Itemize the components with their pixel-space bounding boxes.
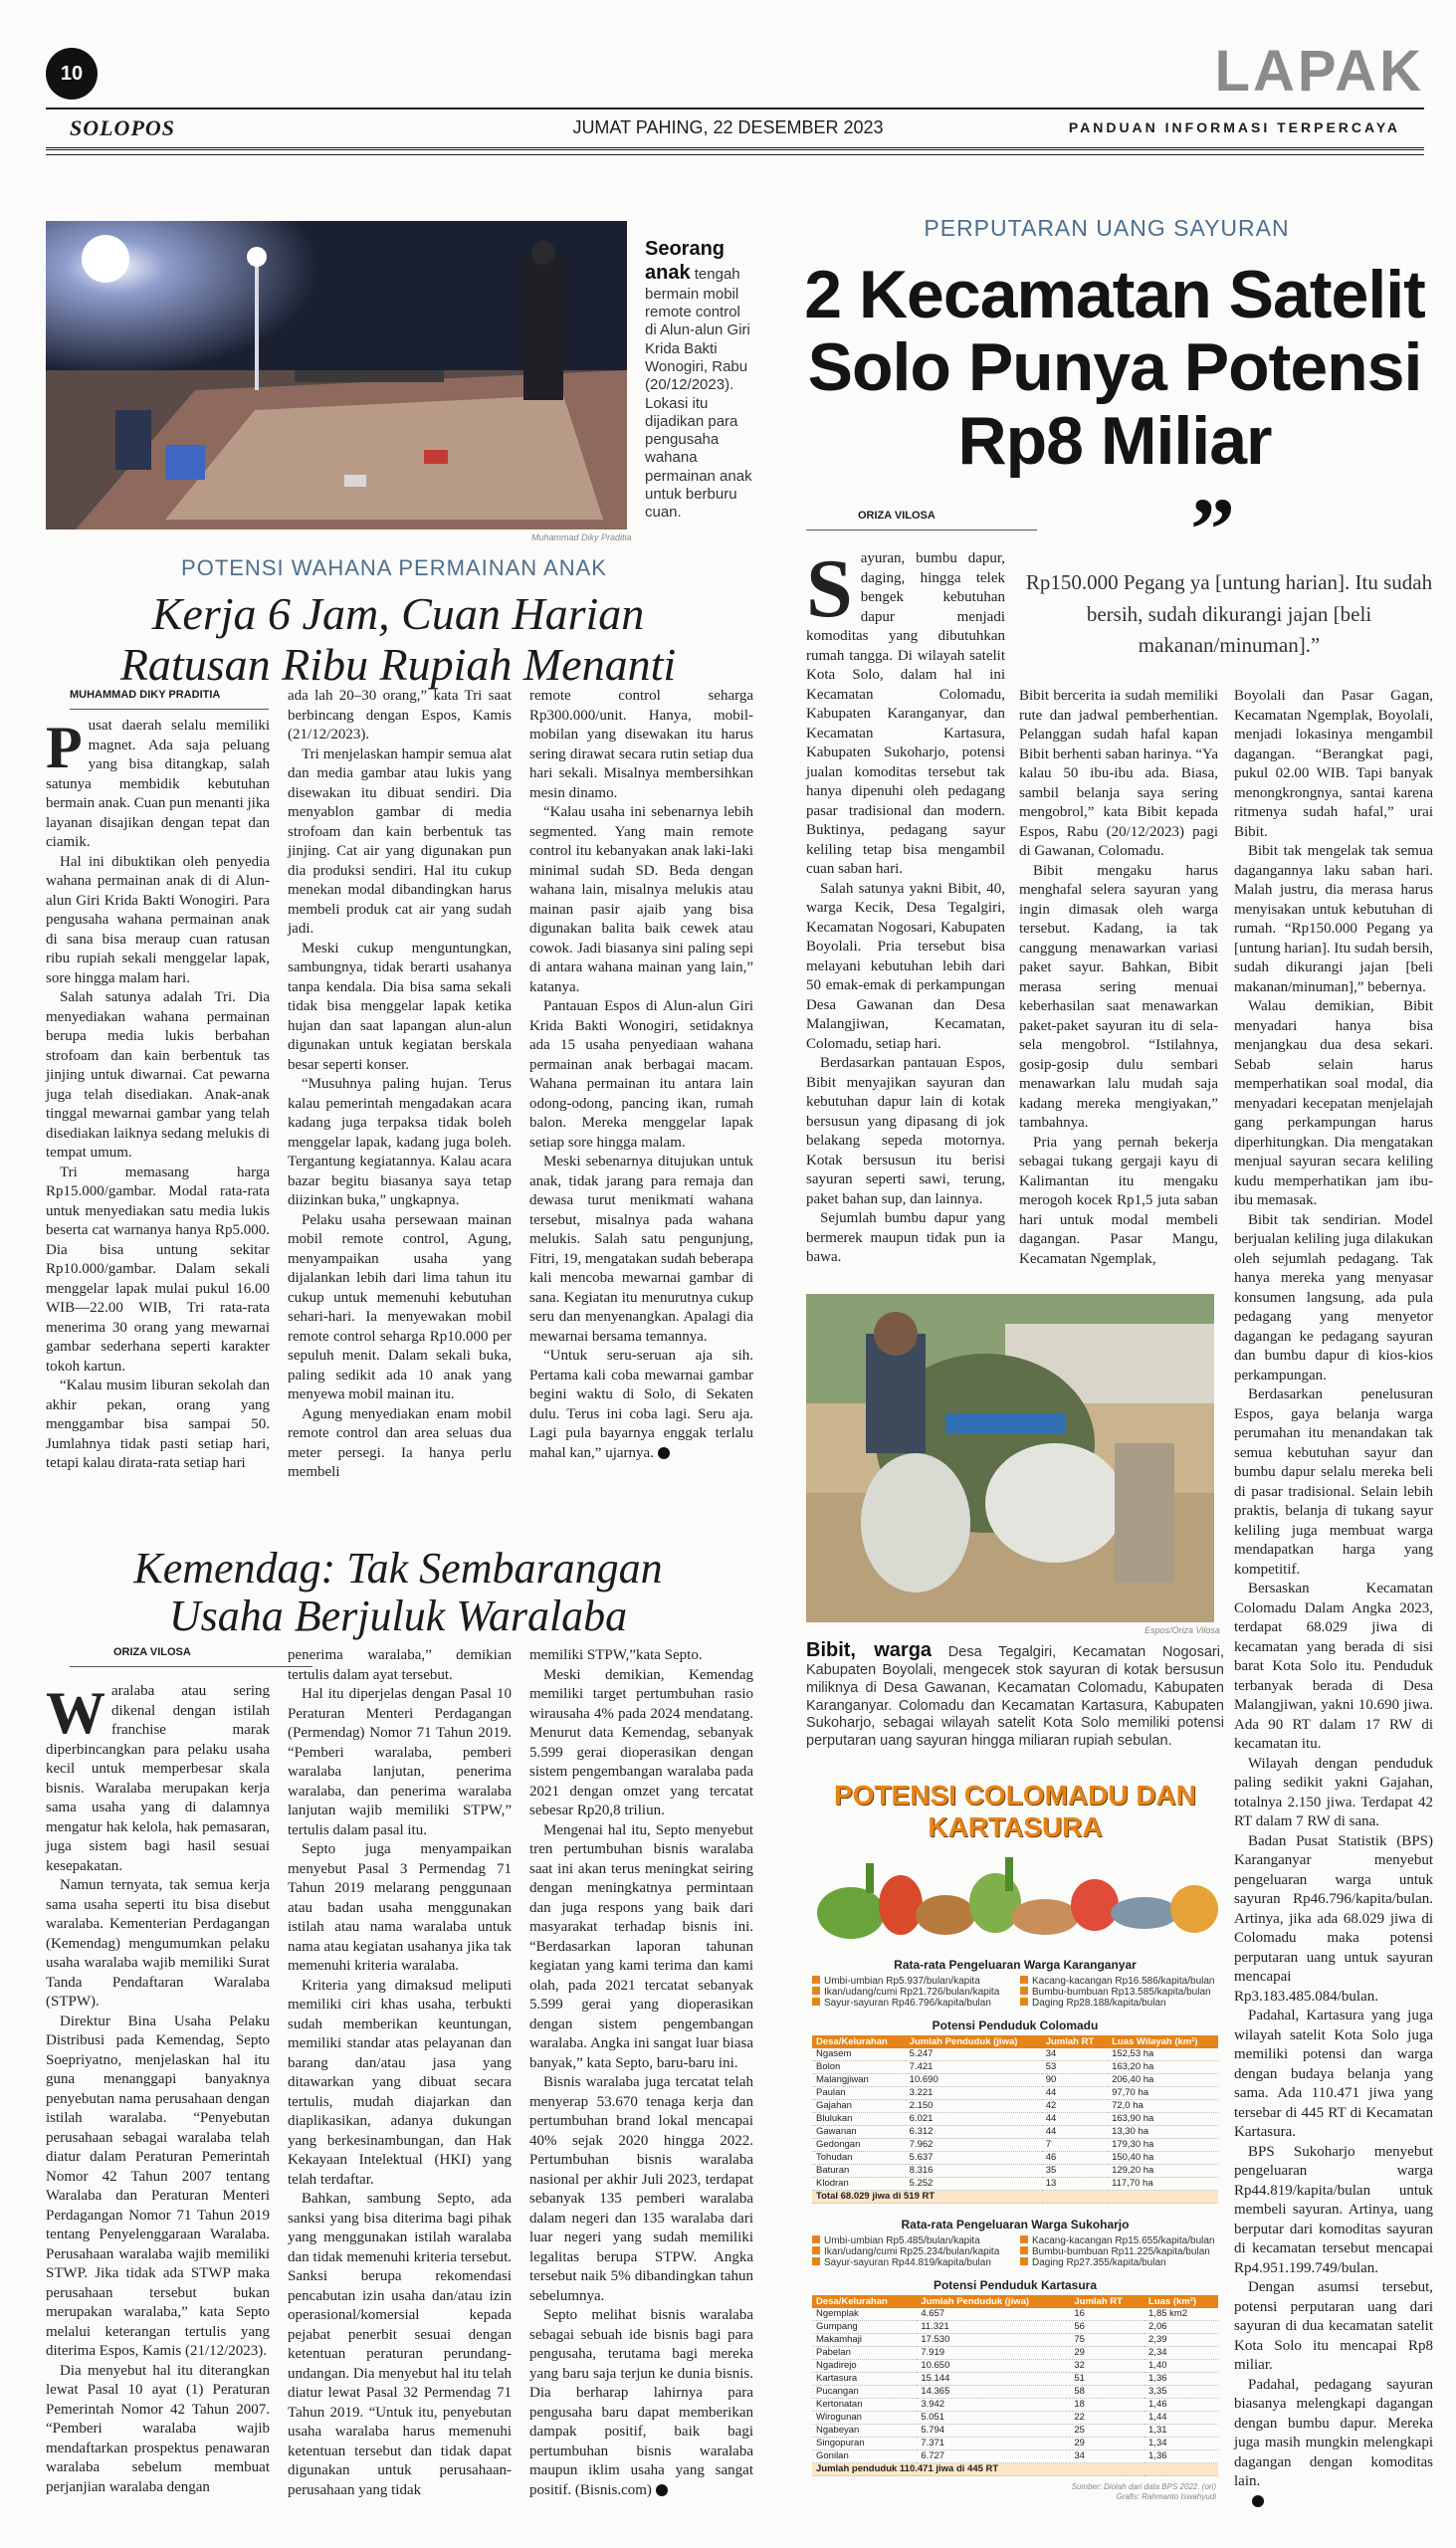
end-mark-icon bbox=[656, 2484, 668, 2496]
table-cell: 22 bbox=[1070, 2412, 1144, 2425]
table-row bbox=[812, 2347, 1218, 2360]
table-cell: Paulan bbox=[812, 2087, 906, 2100]
table-cell: 46 bbox=[1042, 2152, 1108, 2165]
caption-text: Desa Tegalgiri, Kecamatan Nogosari, Kabupaten Boyolali, mengecek stok sayuran di kotak bersusun miliknya di Desa Gawanan, Kecamatan Colomadu, Kabupaten Karanganyar. Colomadu dan Kecamatan Kartasura, Kabupaten Sukoharjo, sebagai wilayah satelit Kota Solo memiliki potensi perputaran uang sayuran hingga miliaran rupiah sebulan. bbox=[806, 1644, 1225, 1750]
spending-item bbox=[812, 1976, 1010, 1987]
story2-paragraph bbox=[1234, 2492, 1433, 2512]
vegetable-seller-photo-image bbox=[806, 1294, 1214, 1622]
story1-paragraph: Hal ini dibuktikan oleh penyedia wahana permainan anak di di Alun-alun Giri Krida Bakti Wonogiri. Para pengusaha wahana permainan anak di sana bisa meraup cuan ratusan ribu rupiah sekali menggelar lapak, sore hingga malam hari. bbox=[46, 853, 270, 986]
table-cell: 179,30 ha bbox=[1108, 2139, 1218, 2152]
story2-paragraph: Sejumlah bumbu dapur yang bermerek maupun tidak pun ia bawa. bbox=[806, 1210, 1005, 1265]
table-row bbox=[812, 2399, 1218, 2412]
story3-paragraph: Septo juga menyampaikan menyebut Pasal 3 Permendag 71 Tahun 2019 melarang penggunaan atau badan usaha menggunakan istilah atau nama waralaba untuk nama atau kegiatan usahanya jika tak memenuhi kriteria waralaba. bbox=[288, 1841, 512, 1974]
table-row bbox=[812, 2048, 1218, 2061]
table-cell: 10.650 bbox=[917, 2360, 1070, 2373]
table-cell: 152,53 ha bbox=[1108, 2048, 1218, 2061]
story1-column-1 bbox=[46, 717, 270, 1474]
table-cell: Blulukan bbox=[812, 2113, 906, 2126]
spending-item bbox=[1020, 2246, 1218, 2257]
table-header: Desa/Kelurahan bbox=[812, 2035, 906, 2048]
table-cell: 5.794 bbox=[917, 2425, 1070, 2438]
table-cell: 13 bbox=[1042, 2178, 1108, 2191]
story1-paragraph: “Musuhnya paling hujan. Terus kalau pemerintah mengadakan acara kadang juga terpaksa tidak boleh menggelar lapak, kadang juga boleh. Tergantung kegiatannya. Kalau acara bazar begitu biasanya saya tetap diizinkan buka,” ungkapnya. bbox=[288, 1076, 512, 1208]
table-cell: Bolon bbox=[812, 2061, 906, 2074]
spending-label: Kacang-kacangan bbox=[1032, 1976, 1113, 1987]
tagline: PANDUAN INFORMASI TERPERCAYA bbox=[1068, 119, 1400, 135]
table-cell: 6.727 bbox=[917, 2450, 1070, 2463]
story1-paragraph: Agung menyediakan enam mobil remote control dan area seluas dua meter persegi. Ia hanya perlu membeli bbox=[288, 1405, 512, 1480]
spending-value: Rp5.485/bulan/kapita bbox=[886, 2235, 980, 2246]
table-cell: 1,85 km2 bbox=[1144, 2308, 1218, 2321]
story1-paragraph: “Kalau musim liburan sekolah dan akhir pekan, orang yang menggambar bisa sampai 50. Jumlahnya tidak pasti setiap hari, tetapi kalau dirata-rata setiap hari bbox=[46, 1378, 270, 1471]
infographic bbox=[806, 1772, 1224, 2501]
story1-paragraph: usat daerah selalu memiliki magnet. Ada saja peluang yang bisa ditangkap, salah satunya membidik kebutuhan bermain anak. Cuan pun menanti jika layanan disajikan dengan tepat dan ciamik. bbox=[46, 718, 270, 850]
dateline: JUMAT PAHING, 22 DESEMBER 2023 bbox=[572, 117, 884, 137]
table-cell: 13,30 ha bbox=[1108, 2126, 1218, 2139]
spending-label: Bumbu-bumbuan bbox=[1032, 1987, 1109, 1998]
table-cell: Klodran bbox=[812, 2178, 906, 2191]
table-cell: 5.252 bbox=[906, 2178, 1042, 2191]
story2-paragraph: Bibit tak mengelak tak semua dagangannya laku saban hari. Malah justru, dia merasa harus menyisakan untuk kebutuhan di rumah. “Rp150.000 Pegang ya [untung harian]. Itu sudah bersih, sudah dikurangi jajan [beli makanan/minuman],” bebernya. bbox=[1234, 843, 1433, 995]
masthead-rule-top bbox=[46, 107, 1424, 109]
newspaper-logo: SOLOPOS bbox=[70, 115, 176, 140]
story1-paragraph: Salah satunya adalah Tri. Dia menyediakan wahana permainan berupa media lukis berbahan strofoam dan kain berbentuk tas jinjing untuk diwarnai. Cat pewarna juga telah disediakan. Anak-anak tinggal mewarnai gambar yang telah disediakan laiknya sedang melukis di tempat umum. bbox=[46, 989, 270, 1161]
table-row bbox=[812, 2386, 1218, 2399]
story3-paragraph: Bisnis waralaba juga tercatat telah menyerap 53.670 tenaga kerja dan pertumbuhan brand lokal mencapai 40% sejak 2020 hingga 2022. Pertumbuhan bisnis waralaba nasional per akhir Juli 2023, terdapat sebanyak 135 pemberi waralaba dalam negeri dan 135 waralaba dari luar negeri yang sudah memiliki legalitas berupa STPW. Angka tersebut naik 5% dibandingkan tahun sebelumnya. bbox=[529, 2074, 753, 2304]
story2-paragraph: ayuran, bumbu dapur, daging, hingga telek bengek kebutuhan dapur menjadi komoditas yang dibutuhkan rumah tangga. Di wilayah satelit Kota Solo, dalam hal ini Kecamatan Colomadu, Kabupaten Karanganyar, dan Kecamatan Kartasura, Kabupaten Sukoharjo, potensi jualan komoditas tersebut tak hanya dipenuhi oleh pedagang pasar tradisional dan modern. Buktinya, pedagang sayur keliling tetap bisa mengambil cuan saban hari. bbox=[806, 550, 1005, 877]
story2-paragraph: Berdasarkan pantauan Espos, Bibit menyajikan sayuran dan kebutuhan dapur lain di kotak bersusun yang dipasang di jok belakang sepeda motornya. Kotak bersusun itu berisi sayuran seperti sawi, terung, paket bahan sup, dan lainnya. bbox=[806, 1055, 1005, 1207]
table-cell: Kartasura bbox=[812, 2373, 917, 2386]
story2-paragraph: Pria yang pernah bekerja sebagai tukang gergaji kayu di Kalimantan itu mengaku merogoh kocek Rp1,5 juta saban hari untuk modal membeli dagangan. Pasar Mangu, Kecamatan Ngemplak, bbox=[1019, 1134, 1218, 1267]
spending-item bbox=[812, 1998, 1010, 2009]
story2-paragraph: Berdasarkan penelusuran Espos, gaya belanja warga perumahan itu menandakan tak semua kebutuhan sayur dan bumbu dapur selalu mereka beli di pasar tradisional. Selain lebih praktis, belanja di tukang sayur keliling juga membuat warga mendapatkan harga yang kompetitif. bbox=[1234, 1386, 1433, 1578]
quote-mark-icon: ” bbox=[1190, 481, 1235, 579]
bullet-icon bbox=[1020, 2257, 1028, 2265]
table-row bbox=[812, 2139, 1218, 2152]
table-cell: 97,70 ha bbox=[1108, 2087, 1218, 2100]
bullet-icon bbox=[812, 2257, 820, 2265]
story3-last-paragraph: Septo melihat bisnis waralaba sebagai sebuah ide bisnis bagi para pengusaha, terutama bagi mereka yang baru saja terjun ke dunia bisnis. Dia berharap lahirnya para pengusaha baru dapat memberikan dampak positif, baik bagi pertumbuhan bisnis waralaba maupun iklim usaha yang sangat positif. (Bisnis.com) bbox=[529, 2307, 753, 2498]
table-cell: 3,35 bbox=[1144, 2386, 1218, 2399]
story1-paragraph: Meski sebenarnya ditujukan untuk anak, tidak jarang para remaja dan dewasa turut menikmati wahana tersebut, misalnya pada wahana melukis. Salah satu pengunjung, Fitri, 19, mengatakan sudah beberapa kali mencoba mewarnai gambar di sana. Kegiatan itu menurutnya cukup seru dan menyenangkan. Apalagi dia mewarnai bersama temannya. bbox=[529, 1154, 753, 1345]
story1-paragraph: Meski cukup menguntungkan, sambungnya, tidak berarti usahanya tanpa kendala. Dia bisa sama sekali tidak bisa menggelar lapak ketika hujan dan saat lapangan alun-alun digunakan untuk kegiatan berskala besar seperti konser. bbox=[288, 940, 512, 1073]
table-row bbox=[812, 2100, 1218, 2113]
playground-photo-credit: Muhammad Diky Praditia bbox=[531, 532, 632, 542]
kartasura-population-table bbox=[812, 2295, 1218, 2476]
infographic-title: POTENSI COLOMADU DAN KARTASURA bbox=[834, 1780, 1196, 1842]
table-row bbox=[812, 2373, 1218, 2386]
table-cell: 29 bbox=[1070, 2438, 1144, 2450]
story2-paragraph: Padahal, pedagang sayuran biasanya melengkapi dagangan dengan bumbu dapur. Mereka juga masih mungkin melengkapi dagangan dengan komoditas lain. bbox=[1234, 2376, 1433, 2489]
table-cell: 90 bbox=[1042, 2074, 1108, 2087]
story1-paragraph bbox=[529, 1347, 753, 1463]
story2-byline: ORIZA VILOSA bbox=[806, 510, 1037, 531]
story1-paragraph: Tri memasang harga Rp15.000/gambar. Modal rata-rata untuk menyediakan satu media lukis beserta cat warnanya hanya Rp5.000. Dia bisa untung sekitar Rp10.000/gambar. Dalam sekali menggelar lapak mulai pukul 16.00 WIB—22.00 WIB, Tri rata-rata menerima 30 orang yang mewarnai gambar sederhana seperti karakter tokoh kartun. bbox=[46, 1164, 270, 1375]
table-cell: 10.690 bbox=[906, 2074, 1042, 2087]
table-cell: 163,90 ha bbox=[1108, 2113, 1218, 2126]
spending-label: Umbi-umbian bbox=[824, 1976, 884, 1987]
table-cell: 6.021 bbox=[906, 2113, 1042, 2126]
vegetable-photo-caption bbox=[806, 1638, 1224, 1751]
story2-column-1 bbox=[806, 542, 1005, 1268]
story1-last-paragraph: “Untuk seru-seruan aja sih. Pertama kali coba mewarnai gambar begini waktu di Solo, di Sekaten dulu. Terus ini coba lagi. Seru aja. Lagi pula bayarnya enggak terlalu mahal kan,” ujarnya. bbox=[529, 1348, 753, 1461]
table-cell: Malangjiwan bbox=[812, 2074, 906, 2087]
spending-value: Rp46.796/kapita/bulan bbox=[891, 1998, 991, 2009]
table-cell: 16 bbox=[1070, 2308, 1144, 2321]
playground-photo-image bbox=[46, 221, 627, 530]
story2-paragraph: Wilayah dengan penduduk paling sedikit yakni Gajahan, totalnya 2.150 jiwa. Terdapat 42 RT dalam 7 RW di sana. bbox=[1234, 1755, 1433, 1829]
story2-column-3 bbox=[1234, 687, 1433, 2511]
story3-paragraph bbox=[529, 2306, 753, 2500]
table-cell: 7.962 bbox=[906, 2139, 1042, 2152]
story3-paragraph: Bahkan, sambung Septo, ada sanksi yang bisa diterima bagi pihak yang menggunakan istilah waralaba dan tidak memenuhi kriteria tersebut. Sanksi berupa rekomendasi pencabutan izin usaha dan/atau izin operasional/komersial kepada pejabat penerbit sesuai dengan ketentuan peraturan perundang-undangan. Dia menyebut hal itu telah diatur lewat Pasal 32 Permendag 71 Tahun 2019. “Untuk itu, penyebutan usaha waralaba harus memenuhi ketentuan tersebut dan tidak dapat digunakan untuk perusahaan-perusahaan yang tidak bbox=[288, 2191, 512, 2498]
bullet-icon bbox=[812, 2246, 820, 2254]
table-cell: 8.316 bbox=[906, 2165, 1042, 2178]
caption-lead: Bibit, warga bbox=[806, 1639, 933, 1661]
table-cell: 129,20 ha bbox=[1108, 2165, 1218, 2178]
story3-column-2 bbox=[288, 1646, 512, 2500]
spending-item bbox=[1020, 1976, 1218, 1987]
spending-item bbox=[1020, 1998, 1218, 2009]
table-cell: 58 bbox=[1070, 2386, 1144, 2399]
sukoharjo-spending-list bbox=[812, 2235, 1218, 2268]
story1-column-2 bbox=[288, 687, 512, 1483]
table-cell: Baturan bbox=[812, 2165, 906, 2178]
table-cell: 5.051 bbox=[917, 2412, 1070, 2425]
bullet-icon bbox=[812, 1976, 820, 1984]
table-cell: 25 bbox=[1070, 2425, 1144, 2438]
spending-item bbox=[1020, 1987, 1218, 1998]
spending-label: Sayur-sayuran bbox=[824, 1998, 890, 2009]
story3-paragraph: Meski demikian, Kemendag memiliki target pertumbuhan rasio wirausaha 4% pada 2024 mendatang. Menurut data Kemendag, sebanyak 5.599 gerai dioperasikan dengan sistem pengembangan waralaba pada 2021 dengan omzet yang tercatat sebesar Rp20,8 triliun. bbox=[529, 1666, 753, 1818]
bullet-icon bbox=[1020, 1987, 1028, 1995]
table-cell: 1,36 bbox=[1144, 2450, 1218, 2463]
bullet-icon bbox=[812, 1998, 820, 2006]
story2-column-2 bbox=[1019, 687, 1218, 1269]
table-cell: Kertonatan bbox=[812, 2399, 917, 2412]
table-header: Jumlah Penduduk (jiwa) bbox=[906, 2035, 1042, 2048]
table-cell: 2,06 bbox=[1144, 2321, 1218, 2334]
story2-kicker: PERPUTARAN UANG SAYURAN bbox=[924, 215, 1290, 241]
table-header: Jumlah Penduduk (jiwa) bbox=[917, 2295, 1070, 2308]
table-cell: 7 bbox=[1042, 2139, 1108, 2152]
table-cell: Makamhaji bbox=[812, 2334, 917, 2347]
story3-paragraph: aralaba atau sering dikenal dengan istilah franchise marak diperbincangkan para pelaku usaha kecil untuk memperbesar skala bisnis. Waralaba merupakan kerja sama usaha yang di dalamnya mengatur hak kelola, hak pemasaran, juga sistem bagi hasil sesuai kesepakatan. bbox=[46, 1683, 270, 1874]
table-cell: 3.942 bbox=[917, 2399, 1070, 2412]
section-title: LAPAK bbox=[1214, 39, 1424, 104]
table-row bbox=[812, 2061, 1218, 2074]
table-cell: 17.530 bbox=[917, 2334, 1070, 2347]
story3-paragraph: Namun ternyata, tak semua kerja sama usaha seperti itu bisa disebut waralaba. Kementerian Perdagangan (Kemendag) mengumumkan pelaku usaha waralaba wajib memiliki Surat Tanda Pendaftaran Waralaba (STPW). bbox=[46, 1877, 270, 2010]
story2-paragraph: Bersaskan Kecamatan Colomadu Dalam Angka 2023, terdapat 68.029 jiwa di kecamatan yang berada di sisi barat Kota Solo itu. Penduduk terbanyak berada di Desa Malangjiwan, yakni 10.690 jiwa. Ada 90 RT dalam 17 RW di kecamatan itu. bbox=[1234, 1581, 1433, 1752]
story1-paragraph: ada lah 20–30 orang,” kata Tri saat berbincang dengan Espos, Kamis (21/12/2023). bbox=[288, 688, 512, 743]
sukoharjo-spending-title: Rata-rata Pengeluaran Warga Sukoharjo bbox=[901, 2218, 1130, 2231]
story2-paragraph: Dengan asumsi tersebut, potensi perputaran uang dari sayuran di dua kecamatan satelit Kota Solo itu mencapai Rp8 miliar. bbox=[1234, 2279, 1433, 2373]
story1-paragraph: Pelaku usaha persewaan mainan mobil remote control, Agung, menyampaikan usaha yang dijalankan lebih dari lima tahun itu cukup untuk memenuhi kebutuhan sehari-hari. Ia menyewakan mobil remote control seharga Rp10.000 per sepuluh menit. Dalam sekali buka, paling sedikit ada 10 anak yang menyewa mobil mainan itu. bbox=[288, 1211, 512, 1402]
story2-paragraph: Salah satunya yakni Bibit, 40, warga Kecik, Desa Tegalgiri, Kecamatan Nogosari, Kabupaten Boyolali. Pria tersebut bisa melayani kebutuhan lebih dari 50 emak-emak di perkampungan Desa Gawanan dan Desa Malangjiwan, Kecamatan, Colomadu, setiap hari. bbox=[806, 880, 1005, 1052]
table-row bbox=[812, 2360, 1218, 2373]
story3-paragraph: Dia menyebut hal itu diterangkan lewat Pasal 10 ayat (1) Peraturan Pemerintah Nomor 42 Tahun 2007. “Pemberi waralaba wajib mendaftarkan prospektus penawaran waralaba sebelum membuat perjanjian waralaba dengan bbox=[46, 2362, 270, 2495]
story1-paragraph: remote control seharga Rp300.000/unit. Hanya, mobil-mobilan yang disewakan itu harus sering dirawat secara rutin setiap dua hari sekali. Misalnya membersihkan mesin dinamo. bbox=[529, 688, 753, 801]
vegetable-seller-photo bbox=[806, 1294, 1214, 1622]
table-cell: 2,34 bbox=[1144, 2347, 1218, 2360]
spending-item bbox=[812, 1987, 1010, 1998]
story3-paragraph: Hal itu diperjelas dengan Pasal 10 Peraturan Menteri Perdagangan (Permendag) Nomor 71 Tahun 2019. “Pemberi waralaba, pemberi waralaba lanjutan, penerima waralaba, dan penerima waralaba lanjutan wajib memiliki STPW,” tertulis dalam pasal itu. bbox=[288, 1686, 512, 1838]
caption-lead: Seorang anak bbox=[645, 238, 726, 285]
table-cell: 53 bbox=[1042, 2061, 1108, 2074]
bullet-icon bbox=[1020, 1976, 1028, 1984]
table-row bbox=[812, 2152, 1218, 2165]
story3-paragraph: Direktur Bina Usaha Pelaku Distribusi pada Kemendag, Septo Soepriyatno, menjelaskan hal itu guna menanggapi banyaknya penyebutan nama perusahaan dengan istilah waralaba. “Penyebutan perusahaan sebagai waralaba telah diatur dalam Peraturan Pemerintah Nomor 42 Tahun 2007 tentang Waralaba dan Peraturan Menteri Perdagangan Nomor 71 Tahun 2019 tentang Penyelenggaraan Waralaba. Perusahaan waralaba wajib memiliki STWP. Jika tidak ada STWP maka perusahaan tersebut bukan merupakan waralaba,” kata Septo melalui keterangan tertulis yang diterima Espos, Kamis (21/12/2023). bbox=[46, 2013, 270, 2359]
story2-paragraph: Bibit mengaku harus menghafal selera sayuran yang ingin dimasak oleh warga tersebut. Kadang, ia tak canggung menawarkan variasi paket sayur. Bahkan, Bibit merasa sering menuai keberhasilan saat menawarkan paket-paket sayuran itu di sela-sela mengobrol. “Istilahnya, gosip-gosip dulu sembari menawarkan lalu mudah saja kadang mereka mengiyakan,” tambahnya. bbox=[1019, 862, 1218, 1131]
table-cell: Ngasem bbox=[812, 2048, 906, 2061]
table-cell: 44 bbox=[1042, 2126, 1108, 2139]
bullet-icon bbox=[812, 1987, 820, 1995]
table-cell: Gajahan bbox=[812, 2100, 906, 2113]
table-cell: Ngemplak bbox=[812, 2308, 917, 2321]
karanganyar-spending-title: Rata-rata Pengeluaran Warga Karanganyar bbox=[894, 1958, 1137, 1972]
story3-paragraph: Mengenai hal itu, Septo menyebut tren pertumbuhan bisnis waralaba saat ini akan terus meningkat seiring dengan meningkatnya permintaan dan juga respons yang baik dari masyarakat terhadap bisnis ini. “Berdasarkan laporan tahunan kegiatan yang kami terima dan kami olah, pada 2021 tercatat sebanyak 5.599 gerai yang dioperasikan dengan sistem pengembangan waralaba. Angka ini sangat luar biasa banyak,” kata Septo, baru-baru ini. bbox=[529, 1821, 753, 2071]
table-cell: 163,20 ha bbox=[1108, 2061, 1218, 2074]
end-mark-icon bbox=[1252, 2495, 1264, 2507]
table-header: Luas (km²) bbox=[1144, 2295, 1218, 2308]
table-row bbox=[812, 2438, 1218, 2450]
table-cell: 18 bbox=[1070, 2399, 1144, 2412]
spending-value: Rp15.655/kapita/bulan bbox=[1115, 2235, 1215, 2246]
table-row bbox=[812, 2412, 1218, 2425]
table-row bbox=[812, 2074, 1218, 2087]
colomadu-population-table bbox=[812, 2035, 1218, 2204]
table-cell: 117,70 ha bbox=[1108, 2178, 1218, 2191]
story3-headline: Kemendag: Tak Sembarangan Usaha Berjuluk Waralaba bbox=[133, 1544, 663, 1641]
table-row bbox=[812, 2087, 1218, 2100]
spending-value: Rp13.585/kapita/bulan bbox=[1111, 1987, 1211, 1998]
spending-value: Rp21.726/bulan/kapita bbox=[900, 1987, 1000, 1998]
table-cell: 34 bbox=[1042, 2048, 1108, 2061]
table-cell: 206,40 ha bbox=[1108, 2074, 1218, 2087]
masthead-rule-bottom bbox=[46, 147, 1424, 155]
table-cell: 56 bbox=[1070, 2321, 1144, 2334]
bullet-icon bbox=[1020, 1998, 1028, 2006]
caption-text: tengah bermain mobil remote control di Alun-alun Giri Krida Bakti Wonogiri, Rabu (20/12/2023). Lokasi itu dijadikan para pengusaha wahana permainan anak untuk berburu cuan. bbox=[645, 266, 752, 522]
colomadu-total: Total 68.029 jiwa di 519 RT bbox=[812, 2191, 1218, 2204]
table-cell: 11.321 bbox=[917, 2321, 1070, 2334]
story2-paragraph: BPS Sukoharjo menyebut pengeluaran warga Rp44.819/kapita/bulan untuk membeli sayuran. Artinya, uang berputar dari komoditas sayuran di kecamatan tersebut mencapai Rp4.951.199.749/bulan. bbox=[1234, 2143, 1433, 2276]
story3-column-1 bbox=[46, 1682, 270, 2497]
table-cell: 42 bbox=[1042, 2100, 1108, 2113]
table-cell: 32 bbox=[1070, 2360, 1144, 2373]
spending-item bbox=[1020, 2257, 1218, 2268]
spending-item bbox=[812, 2235, 1010, 2246]
story1-column-3 bbox=[529, 687, 753, 1463]
spending-label: Ikan/udang/cumi bbox=[824, 2246, 898, 2257]
table-cell: 75 bbox=[1070, 2334, 1144, 2347]
spending-item bbox=[1020, 2235, 1218, 2246]
table-row bbox=[812, 2308, 1218, 2321]
story2-paragraph: Walau demikian, Bibit menyadari hanya bisa menjangkau dua desa sekari. Sebab selain harus memperhatikan soal modal, dia menyadari kecepatan menjelajah gang perkampungan harus diperhitungkan. Dia mengatakan menjual sayuran secara keliling kudu memperhatikan jam ibu-ibu memasak. bbox=[1234, 998, 1433, 1208]
table-cell: 72,0 ha bbox=[1108, 2100, 1218, 2113]
colomadu-table-title: Potensi Penduduk Colomadu bbox=[932, 2018, 1099, 2032]
spending-item bbox=[812, 2257, 1010, 2268]
infographic-graphic-credit: Grafis: Rahmanto Iswahyudi bbox=[1116, 2492, 1216, 2501]
story1-kicker: POTENSI WAHANA PERMAINAN ANAK bbox=[181, 555, 607, 580]
story3-byline: ORIZA VILOSA bbox=[70, 1646, 312, 1667]
table-cell: 1,46 bbox=[1144, 2399, 1218, 2412]
spending-label: Sayur-sayuran bbox=[824, 2257, 890, 2268]
spending-label: Bumbu-bumbuan bbox=[1032, 2246, 1109, 2257]
table-cell: Wirogunan bbox=[812, 2412, 917, 2425]
spending-label: Daging bbox=[1032, 1998, 1064, 2009]
table-cell: 2.150 bbox=[906, 2100, 1042, 2113]
story2-headline: 2 Kecamatan Satelit Solo Punya Potensi Rp8 Miliar bbox=[804, 257, 1425, 479]
table-cell: 44 bbox=[1042, 2113, 1108, 2126]
spending-label: Kacang-kacangan bbox=[1032, 2235, 1113, 2246]
story2-paragraph: Bibit tak sendirian. Model berjualan keliling juga dilakukan oleh sejumlah pedagang. Tak hanya mereka yang menyasar konsumen langsung, ada pula pedagang yang menyetor dagangan ke pedagang sayuran dan bumbu dapur di kios-kios perkampungan. bbox=[1234, 1211, 1433, 1383]
story1-paragraph: Pantauan Espos di Alun-alun Giri Krida Bakti Wonogiri, setidaknya ada 15 usaha penyediaan wahana permainan anak berbagai macam. Wahana permainan itu antara lain odong-odong, pancing ikan, rumah balon. Mereka menggelar lapak setiap sore hingga malam. bbox=[529, 998, 753, 1151]
playground-photo bbox=[46, 221, 627, 530]
story2-paragraph: Bibit bercerita ia sudah memiliki rute dan jadwal pemberhentian. Pelanggan sudah hafal kapan Bibit berhenti saban harinya. “Ya kalau 50 ibu-ibu ada. Biasa, sambil belanja saya sering mengobrol,” kata Bibit kepada Espos, Rabu (20/12/2023) pagi di Gawanan, Colomadu. bbox=[1019, 688, 1218, 859]
story3-paragraph: Kriteria yang dimaksud meliputi memiliki ciri khas usaha, terbukti sudah memberikan keuntungan, memiliki standar atas pelayanan dan barang dan/atau jasa yang ditawarkan yang dibuat secara tertulis, mudah diajarkan dan diaplikasikan, adanya dukungan yang berkesinambungan, dan Hak Kekayaan Intelektual (HKI) yang telah terdaftar. bbox=[288, 1977, 512, 2188]
table-header: Desa/Kelurahan bbox=[812, 2295, 917, 2308]
story1-paragraph: “Kalau usaha ini sebenarnya lebih segmented. Yang main remote control itu kebanyakan anak laki-laki minimal sudah SD. Beda dengan wahana lain, misalnya melukis atau mainan pasir ajaib yang bisa digunakan balita baik cewek atau cowok. Jadi biasanya sini paling sepi di antara wahana mainan yang lain,” katanya. bbox=[529, 804, 753, 995]
spending-value: Rp11.225/kapita/bulan bbox=[1111, 2246, 1210, 2257]
table-header: Jumlah RT bbox=[1070, 2295, 1144, 2308]
table-cell: 6.312 bbox=[906, 2126, 1042, 2139]
spending-value: Rp44.819/kapita/bulan bbox=[891, 2257, 991, 2268]
table-cell: 29 bbox=[1070, 2347, 1144, 2360]
spending-label: Umbi-umbian bbox=[824, 2235, 884, 2246]
table-cell: 35 bbox=[1042, 2165, 1108, 2178]
story3-paragraph: memiliki STPW,”kata Septo. bbox=[529, 1647, 703, 1663]
table-cell: 34 bbox=[1070, 2450, 1144, 2463]
table-cell: 5.247 bbox=[906, 2048, 1042, 2061]
table-cell: Singopuran bbox=[812, 2438, 917, 2450]
spending-value: Rp28.188/kapita/bulan bbox=[1066, 1998, 1166, 2009]
table-header: Luas Wilayah (km²) bbox=[1108, 2035, 1218, 2048]
karanganyar-spending-list bbox=[812, 1976, 1218, 2009]
table-cell: Ngadirejo bbox=[812, 2360, 917, 2373]
vegetables-illustration bbox=[806, 1843, 1224, 1953]
table-cell: Gedongan bbox=[812, 2139, 906, 2152]
table-cell: 1,36 bbox=[1144, 2373, 1218, 2386]
table-cell: Gumpang bbox=[812, 2321, 917, 2334]
table-cell: 51 bbox=[1070, 2373, 1144, 2386]
kartasura-total: Jumlah penduduk 110.471 jiwa di 445 RT bbox=[812, 2463, 1218, 2476]
end-mark-icon bbox=[658, 1447, 670, 1459]
spending-value: Rp5.937/bulan/kapita bbox=[886, 1976, 980, 1987]
table-cell: 1,40 bbox=[1144, 2360, 1218, 2373]
story2-paragraph: Badan Pusat Statistik (BPS) Karanganyar menyebut pengeluaran warga untuk sayuran Rp46.796/kapita/bulan. Artinya, jika ada 68.029 jiwa di Colomadu maka potensi perputaran uang untuk sayuran mencapai Rp3.183.485.084/bulan. bbox=[1234, 1832, 1433, 2005]
story2-paragraph: Padahal, Kartasura yang juga wilayah satelit Kota Solo juga memiliki potensi dan warga dengan budaya belanja yang sama. Ada 110.471 jiwa yang tersebar di 445 RT di Kecamatan Kartasura. bbox=[1234, 2008, 1433, 2140]
bullet-icon bbox=[1020, 2235, 1028, 2243]
table-row bbox=[812, 2113, 1218, 2126]
spending-label: Daging bbox=[1032, 2257, 1064, 2268]
table-cell: 1,44 bbox=[1144, 2412, 1218, 2425]
story1-headline: Kerja 6 Jam, Cuan Harian Ratusan Ribu Rupiah Menanti bbox=[119, 588, 677, 690]
bullet-icon bbox=[812, 2235, 820, 2243]
table-cell: 7.421 bbox=[906, 2061, 1042, 2074]
story2-paragraph: Boyolali dan Pasar Gagan, Kecamatan Ngemplak, Boyolali, menjadi lokasinya mengambil dagangan. “Berangkat pagi, pukul 02.00 WIB. Tapi banyak menongkrongnya, santai karena ritmenya sudah hafal,” urai Bibit. bbox=[1234, 688, 1433, 840]
vegetable-photo-credit: Espos/Oriza Vilosa bbox=[1144, 1625, 1220, 1635]
table-cell: Pucangan bbox=[812, 2386, 917, 2399]
table-cell: 3.221 bbox=[906, 2087, 1042, 2100]
story1-paragraph: Tri menjelaskan hampir semua alat dan media gambar atau lukis yang disewakan itu dibuat sendiri. Dia menyablon gambar di media strofoam dan kain berbentuk tas jinjing. Cat air yang digunakan pun dia produksi sendiri. Hal itu cukup menekan modal dibandingkan harus membeli produk cat air yang sudah jadi. bbox=[288, 745, 512, 937]
page-number: 10 bbox=[46, 48, 98, 100]
table-cell: Pabelan bbox=[812, 2347, 917, 2360]
table-cell: 5.637 bbox=[906, 2152, 1042, 2165]
story1-byline: MUHAMMAD DIKY PRADITIA bbox=[70, 689, 269, 710]
table-row bbox=[812, 2126, 1218, 2139]
story3-paragraph: penerima waralaba,” demikian tertulis dalam ayat tersebut. bbox=[288, 1647, 512, 1683]
spending-value: Rp25.234/bulan/kapita bbox=[900, 2246, 1000, 2257]
table-cell: 4.657 bbox=[917, 2308, 1070, 2321]
table-row bbox=[812, 2425, 1218, 2438]
table-cell: 1,34 bbox=[1144, 2438, 1218, 2450]
table-cell: Tohudan bbox=[812, 2152, 906, 2165]
table-cell: 14.365 bbox=[917, 2386, 1070, 2399]
table-cell: 1,31 bbox=[1144, 2425, 1218, 2438]
table-cell: 7.371 bbox=[917, 2438, 1070, 2450]
infographic-source: Sumber: Diolah dari data BPS 2022. (ori) bbox=[1071, 2482, 1216, 2491]
table-cell: 150,40 ha bbox=[1108, 2152, 1218, 2165]
spending-item bbox=[812, 2246, 1010, 2257]
table-row bbox=[812, 2450, 1218, 2463]
table-cell: 44 bbox=[1042, 2087, 1108, 2100]
table-cell: Gonilan bbox=[812, 2450, 917, 2463]
table-cell: Gawanan bbox=[812, 2126, 906, 2139]
story3-column-3 bbox=[529, 1646, 753, 2500]
story2-dropcap: S bbox=[806, 542, 853, 635]
table-cell: 7.919 bbox=[917, 2347, 1070, 2360]
table-row bbox=[812, 2178, 1218, 2191]
table-cell: 15.144 bbox=[917, 2373, 1070, 2386]
story1-dropcap: P bbox=[46, 715, 83, 780]
table-cell: Ngabeyan bbox=[812, 2425, 917, 2438]
table-row bbox=[812, 2165, 1218, 2178]
kartasura-table-title: Potensi Penduduk Kartasura bbox=[933, 2278, 1098, 2292]
spending-value: Rp16.586/kapita/bulan bbox=[1115, 1976, 1215, 1987]
spending-value: Rp27.355/kapita/bulan bbox=[1066, 2257, 1166, 2268]
spending-label: Ikan/udang/cumi bbox=[824, 1987, 898, 1998]
table-header: Jumlah RT bbox=[1042, 2035, 1108, 2048]
table-row bbox=[812, 2321, 1218, 2334]
story2-pullquote: Rp150.000 Pegang ya [untung harian]. Itu sudah bersih, sudah dikurangi jajan [beli makanan/minuman].” bbox=[1025, 570, 1433, 657]
table-cell: 2,39 bbox=[1144, 2334, 1218, 2347]
bullet-icon bbox=[1020, 2246, 1028, 2254]
playground-photo-caption bbox=[645, 237, 754, 523]
table-row bbox=[812, 2334, 1218, 2347]
story3-dropcap: W bbox=[46, 1680, 105, 1746]
